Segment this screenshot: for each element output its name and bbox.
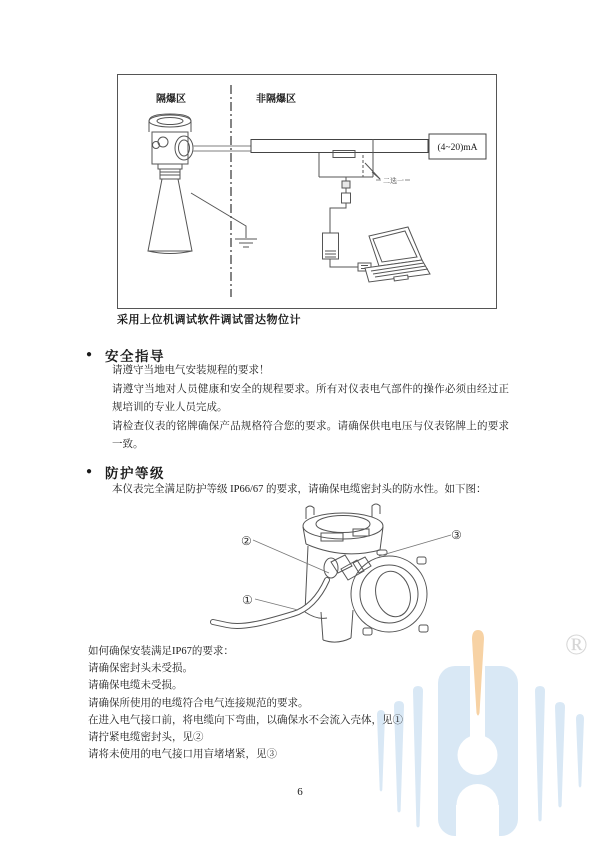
debug-setup-diagram [117,74,497,309]
laptop-icon [365,227,430,282]
protection-paragraph-1: 本仪表完全满足防护等级 IP66/67 的要求，请确保电缆密封头的防水性。如下图： [112,484,487,495]
safety-paragraph-2: 请遵守当地对人员健康和安全的规程要求。所有对仪表电气部件的操作必须由经过正规培训的专业人员完成。 [112,383,509,414]
safety-paragraph-3: 请检查仪表的铭牌确保产品规格符合您的要求。请确保供电电压与仪表铭牌上的要求一致。 [112,420,509,451]
protection-heading-row [86,462,165,482]
callout-leader-lines [253,535,451,610]
callout-2-label: ② [241,534,252,548]
ip67-line-7: 请将未使用的电气接口用盲堵堵紧，见③ [88,749,277,761]
signal-wire-pair [193,146,251,151]
page-number: 6 [297,786,303,798]
ip67-line-3: 请确保电缆未受损。 [88,680,183,692]
safety-heading: 安全指导 [105,349,166,364]
protection-paragraphs [112,481,509,500]
ip67-checklist [88,643,403,763]
safety-paragraph-1: 请遵守当地电气安装规程的要求！ [112,365,270,376]
diagram1-caption: 采用上位机调试软件调试雷达物位计 [117,314,301,326]
ground-symbol-icon [191,193,257,247]
registered-trademark-icon: ® [565,628,588,661]
debug-setup-drawing [118,75,496,308]
transmitter-housing-icon [303,504,428,642]
safety-paragraphs [112,362,509,455]
choose-one-label: 二选一 [383,177,404,185]
output-current-label: (4~20)mA [437,143,478,153]
zone-right-label: 非隔爆区 [256,94,296,105]
connector-plugs-icon [330,177,351,233]
hart-branch-circuit [319,139,410,180]
ip67-line-4: 请确保所使用的电缆符合电气连接规范的要求。 [88,697,309,709]
bullet-icon: ● [86,466,93,477]
ip67-line-1: 如何确保安装满足IP67的要求： [88,646,234,657]
bullet-icon: ● [86,349,93,360]
zone-left-label: 隔爆区 [156,94,186,105]
protection-heading: 防护等级 [105,466,166,481]
cable-gland-diagram [205,500,465,655]
ip67-line-5: 在进入电气接口前，将电缆向下弯曲，以确保水不会流入壳体，见① [88,714,403,726]
ip67-line-2: 请确保密封头未受损。 [88,663,193,675]
output-current-box [429,134,486,159]
radar-level-meter-icon [148,114,193,254]
callout-1-label: ① [242,593,253,607]
ip67-line-6: 请拧紧电缆密封头，见② [88,732,204,744]
callout-3-label: ③ [451,528,462,542]
hart-modem-icon [323,233,359,267]
